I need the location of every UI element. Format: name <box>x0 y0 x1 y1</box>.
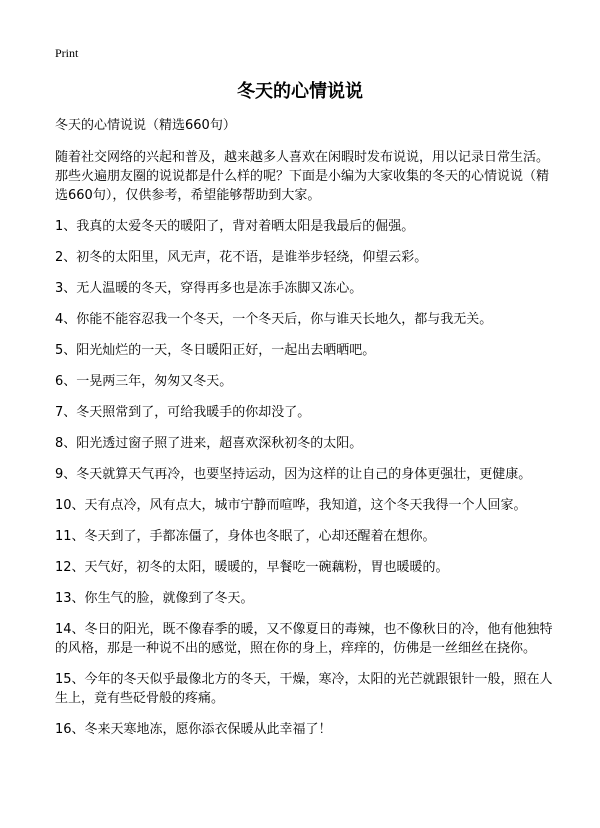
list-item: 2、初冬的太阳里，风无声，花不语，是谁举步轻绕，仰望云彩。 <box>55 250 428 265</box>
list-item: 11、冬天到了，手都冻僵了，身体也冬眠了，心却还醒着在想你。 <box>55 529 436 544</box>
article-subtitle: 冬天的心情说说（精选660句） <box>55 118 236 133</box>
list-item: 5、阳光灿烂的一天，冬日暖阳正好，一起出去晒晒吧。 <box>55 343 376 358</box>
list-item: 4、你能不能容忍我一个冬天，一个冬天后，你与谁天长地久，都与我无关。 <box>55 312 493 327</box>
list-item: 14、冬日的阳光，既不像春季的暖，又不像夏日的毒辣，也不像秋日的冷，他有他独特的风格，那是一种说不出的感觉，照在你的身上，痒痒的，仿佛是一丝细丝在挠你。 <box>55 622 553 656</box>
article-intro: 随着社交网络的兴起和普及，越来越多人喜欢在闲暇时发布说说，用以记录日常生活。那些火遍朋友圈的说说都是什么样的呢？下面是小编为大家收集的冬天的心情说说（精选660句），仅供参考，希望能够帮助到大家。 <box>55 150 550 203</box>
list-item: 10、天有点冷，风有点大，城市宁静而喧哗，我知道，这个冬天我得一个人回家。 <box>55 498 527 513</box>
list-item: 16、冬来天寒地冻，愿你添衣保暖从此幸福了！ <box>55 722 332 737</box>
list-item: 1、我真的太爱冬天的暖阳了，背对着晒太阳是我最后的倔强。 <box>55 219 415 234</box>
list-item: 13、你生气的脸，就像到了冬天。 <box>55 591 254 606</box>
list-item: 12、天气好，初冬的太阳，暖暖的，早餐吃一碗藕粉，胃也暖暖的。 <box>55 560 449 575</box>
list-item: 3、无人温暖的冬天，穿得再多也是冻手冻脚又冻心。 <box>55 281 363 296</box>
list-item: 7、冬天照常到了，可给我暖手的你却没了。 <box>55 405 311 420</box>
article-body <box>55 116 553 751</box>
page-title: 冬天的心情说说 <box>237 81 363 102</box>
list-item: 6、一晃两三年，匆匆又冬天。 <box>55 374 233 389</box>
list-item: 9、冬天就算天气再冷，也要坚持运动，因为这样的让自己的身体更强壮，更健康。 <box>55 467 532 482</box>
list-item: 8、阳光透过窗子照了进来，超喜欢深秋初冬的太阳。 <box>55 436 363 451</box>
print-link[interactable]: Print <box>55 46 79 60</box>
list-item: 15、今年的冬天似乎最像北方的冬天，干燥，寒冷，太阳的光芒就跟银针一般，照在人生上，竟有些砭骨般的疼痛。 <box>55 672 553 706</box>
